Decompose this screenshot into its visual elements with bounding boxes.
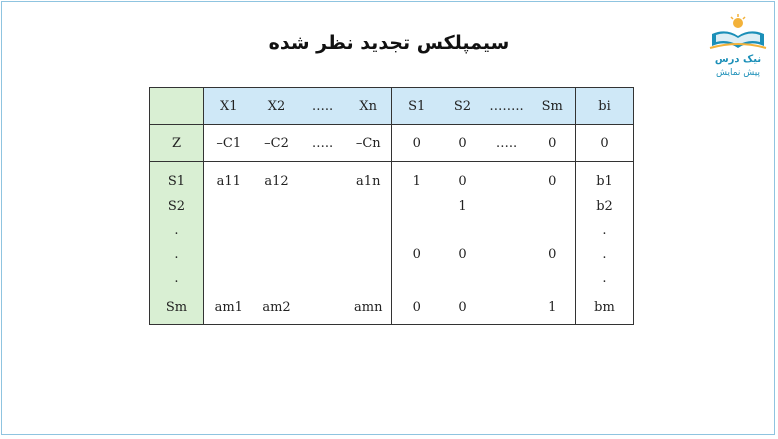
col-xn: Xn	[346, 88, 392, 125]
cell: 0	[576, 125, 634, 162]
col-bi: bi	[576, 88, 634, 125]
cell	[300, 290, 346, 325]
cell	[204, 218, 254, 242]
cell	[484, 194, 530, 218]
slide-title: سیمپلکس تجدید نظر شده	[268, 32, 510, 54]
cell	[254, 218, 300, 242]
col-sm: Sm	[530, 88, 576, 125]
cell: b1	[576, 162, 634, 195]
cell: bm	[576, 290, 634, 325]
cell	[442, 218, 484, 242]
cell	[530, 194, 576, 218]
cell: a11	[216, 173, 241, 189]
cell: 0	[392, 125, 442, 162]
cell	[300, 162, 346, 195]
cell	[204, 266, 254, 290]
cell: 0	[392, 290, 442, 325]
cell: a12	[264, 173, 289, 189]
table-row	[150, 162, 634, 195]
cell	[346, 242, 392, 266]
cell: 0	[458, 173, 467, 189]
table-row	[150, 266, 634, 290]
cell: –Cn	[346, 125, 392, 162]
z-row	[150, 125, 634, 162]
table-row	[150, 290, 634, 325]
cell	[484, 242, 530, 266]
cell: 1	[412, 173, 421, 189]
cell	[484, 218, 530, 242]
table-row	[150, 218, 634, 242]
row-label: S1	[150, 162, 204, 195]
cell: .	[576, 266, 634, 290]
cell	[392, 194, 442, 218]
cell: 0	[442, 290, 484, 325]
cell	[442, 266, 484, 290]
cell: –C2	[254, 125, 300, 162]
cell: am2	[254, 290, 300, 325]
cell: 0	[412, 246, 421, 262]
corner-cell	[150, 88, 204, 125]
cell	[484, 266, 530, 290]
col-s2: S2	[442, 88, 484, 125]
cell	[254, 266, 300, 290]
row-label: .	[150, 218, 204, 242]
col-x2: X2	[254, 88, 300, 125]
row-label: Z	[150, 125, 204, 162]
cell: …..	[300, 125, 346, 162]
cell	[300, 218, 346, 242]
cell: …..	[484, 125, 530, 162]
cell	[484, 290, 530, 325]
logo-line1: نیک درس	[714, 54, 762, 65]
cell: b2	[576, 194, 634, 218]
cell	[204, 242, 254, 266]
cell	[254, 194, 300, 218]
cell: 1	[530, 290, 576, 325]
cell: 0	[442, 125, 484, 162]
slide	[1, 1, 775, 435]
cell	[346, 266, 392, 290]
row-label: Sm	[150, 290, 204, 325]
cell: .	[576, 218, 634, 242]
logo	[706, 14, 770, 84]
cell	[530, 218, 576, 242]
cell	[484, 162, 530, 195]
cell	[346, 218, 392, 242]
cell: 0	[530, 125, 576, 162]
book-logo-icon	[706, 14, 770, 54]
col-s1: S1	[392, 88, 442, 125]
cell: a1n	[346, 162, 392, 195]
row-label: S2	[150, 194, 204, 218]
logo-line2: پیش نمایش	[716, 68, 760, 78]
cell	[300, 242, 346, 266]
cell	[300, 266, 346, 290]
col-x1: X1	[204, 88, 254, 125]
cell	[254, 242, 300, 266]
cell: amn	[346, 290, 392, 325]
cell: 0	[458, 246, 467, 262]
cell: .	[576, 242, 634, 266]
cell	[300, 194, 346, 218]
cell	[530, 266, 576, 290]
cell	[392, 266, 442, 290]
header-row	[150, 88, 634, 125]
simplex-tableau	[149, 87, 634, 325]
col-sdots: ……..	[484, 88, 530, 125]
cell: am1	[204, 290, 254, 325]
table-row	[150, 242, 634, 266]
cell: 0	[530, 242, 576, 266]
col-xdots: …..	[300, 88, 346, 125]
cell	[392, 218, 442, 242]
row-label: .	[150, 242, 204, 266]
cell: 0	[530, 162, 576, 195]
row-label: .	[150, 266, 204, 290]
table-row	[150, 194, 634, 218]
cell: –C1	[204, 125, 254, 162]
cell	[346, 194, 392, 218]
cell: 1	[458, 198, 467, 214]
cell	[204, 194, 254, 218]
